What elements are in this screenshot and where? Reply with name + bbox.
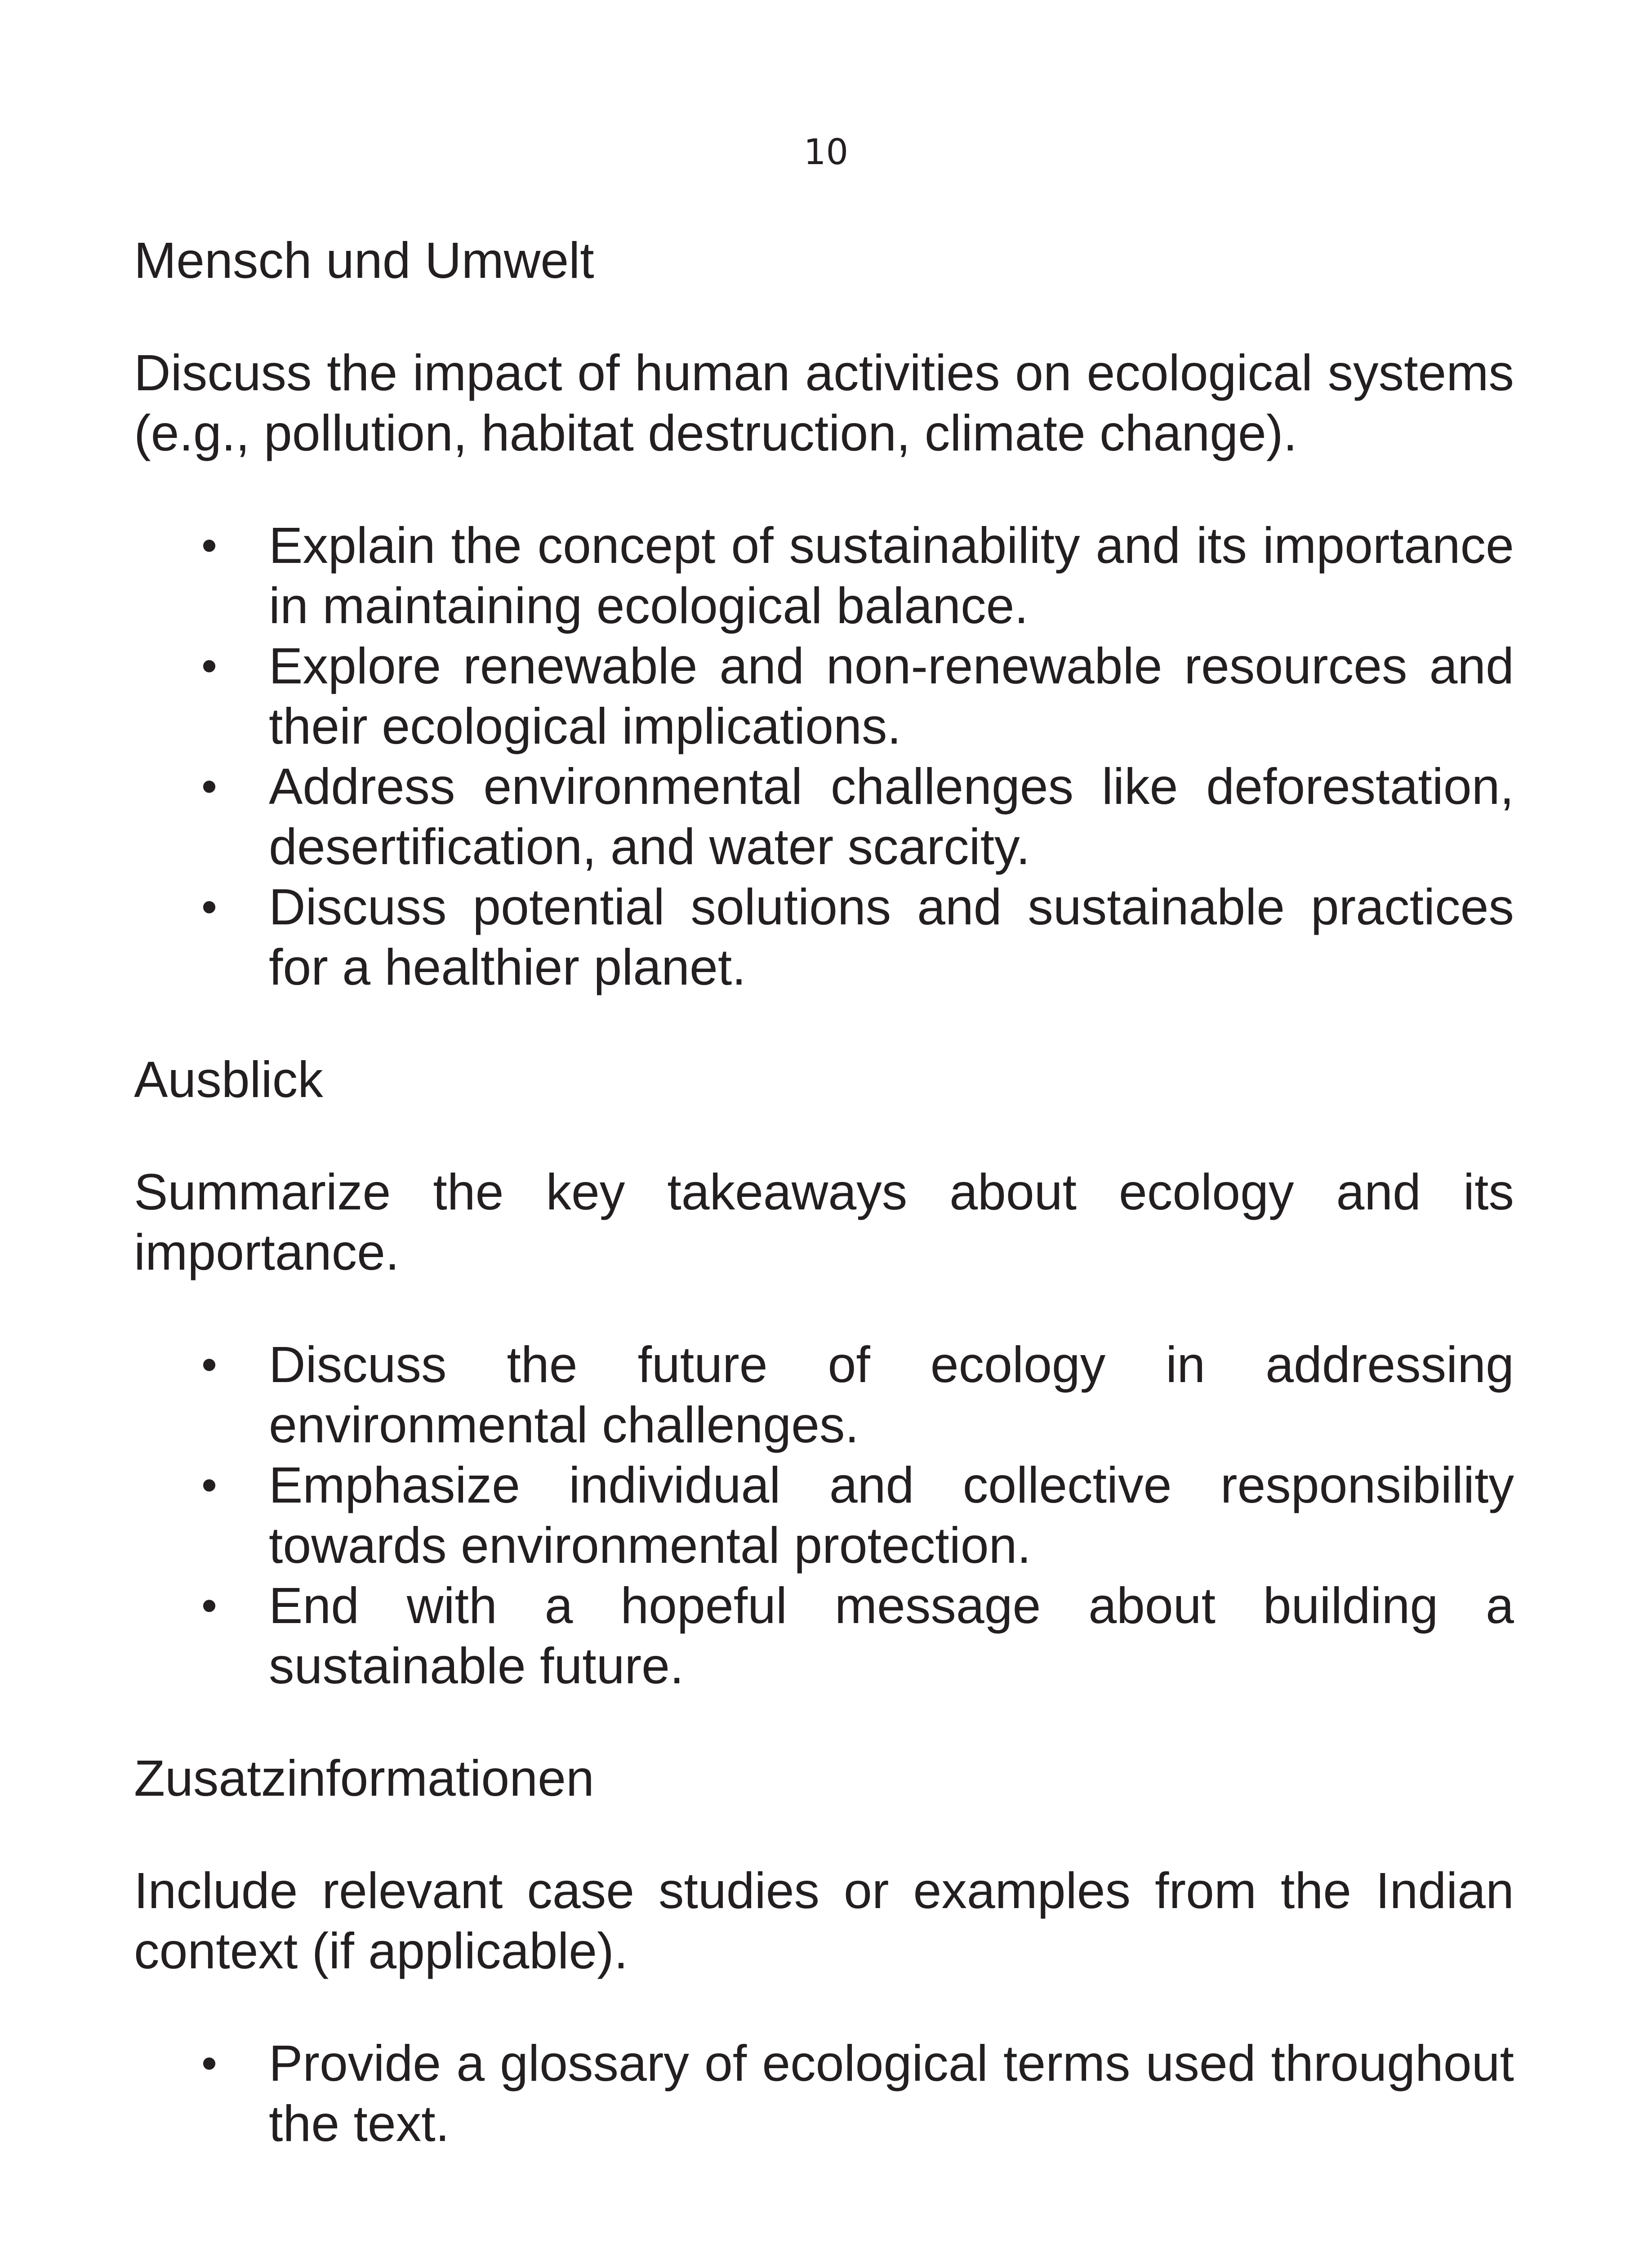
list-item-text: Discuss potential solutions and sustainable practices for a healthier planet.: [269, 879, 1514, 995]
bullet-icon: •: [201, 520, 218, 571]
list-item-text: Explain the concept of sustainability and its importance in maintaining ecological balance.: [269, 517, 1514, 634]
section-paragraph: Include relevant case studies or examples from the Indian context (if applicable).: [134, 1862, 1514, 1979]
bullet-icon: •: [201, 882, 218, 932]
bullet-icon: •: [201, 1339, 218, 1390]
list-item: [134, 2033, 1514, 2154]
section-heading: Ausblick: [134, 1051, 323, 1108]
section-mensch-und-umwelt: [134, 230, 1514, 997]
list-item-text: End with a hopeful message about building a sustainable future.: [269, 1577, 1514, 1694]
section-paragraph: Discuss the impact of human activities on ecological systems (e.g., pollution, habitat destruction, climate change).: [134, 344, 1514, 461]
list-item: [134, 1455, 1514, 1575]
list-item-text: Discuss the future of ecology in addressing environmental challenges.: [269, 1336, 1514, 1453]
list-item-text: Address environmental challenges like deforestation, desertification, and water scarcity.: [269, 758, 1514, 875]
section-paragraph: Summarize the key takeaways about ecology and its importance.: [134, 1164, 1514, 1280]
page-number: 10: [803, 132, 849, 173]
bullet-list: [134, 2033, 1514, 2154]
bullet-icon: •: [201, 1460, 218, 1510]
bullet-icon: •: [201, 641, 218, 691]
list-item: [134, 1334, 1514, 1455]
list-item-text: Explore renewable and non-renewable resources and their ecological implications.: [269, 638, 1514, 754]
page-content: [134, 230, 1514, 2154]
list-item: [134, 756, 1514, 877]
list-item-text: Emphasize individual and collective responsibility towards environmental protection.: [269, 1457, 1514, 1574]
section-heading: Zusatzinformationen: [134, 1750, 594, 1806]
bullet-list: [134, 515, 1514, 997]
section-zusatzinformationen: [134, 1748, 1514, 2154]
list-item: [134, 1575, 1514, 1696]
list-item: [134, 515, 1514, 636]
list-item-text: Provide a glossary of ecological terms used throughout the text.: [269, 2035, 1514, 2152]
bullet-icon: •: [201, 761, 218, 812]
section-heading: Mensch und Umwelt: [134, 232, 594, 289]
list-item: [134, 877, 1514, 997]
bullet-icon: •: [201, 1580, 218, 1631]
bullet-icon: •: [201, 2038, 218, 2088]
bullet-list: [134, 1334, 1514, 1696]
list-item: [134, 636, 1514, 756]
section-ausblick: [134, 1049, 1514, 1696]
